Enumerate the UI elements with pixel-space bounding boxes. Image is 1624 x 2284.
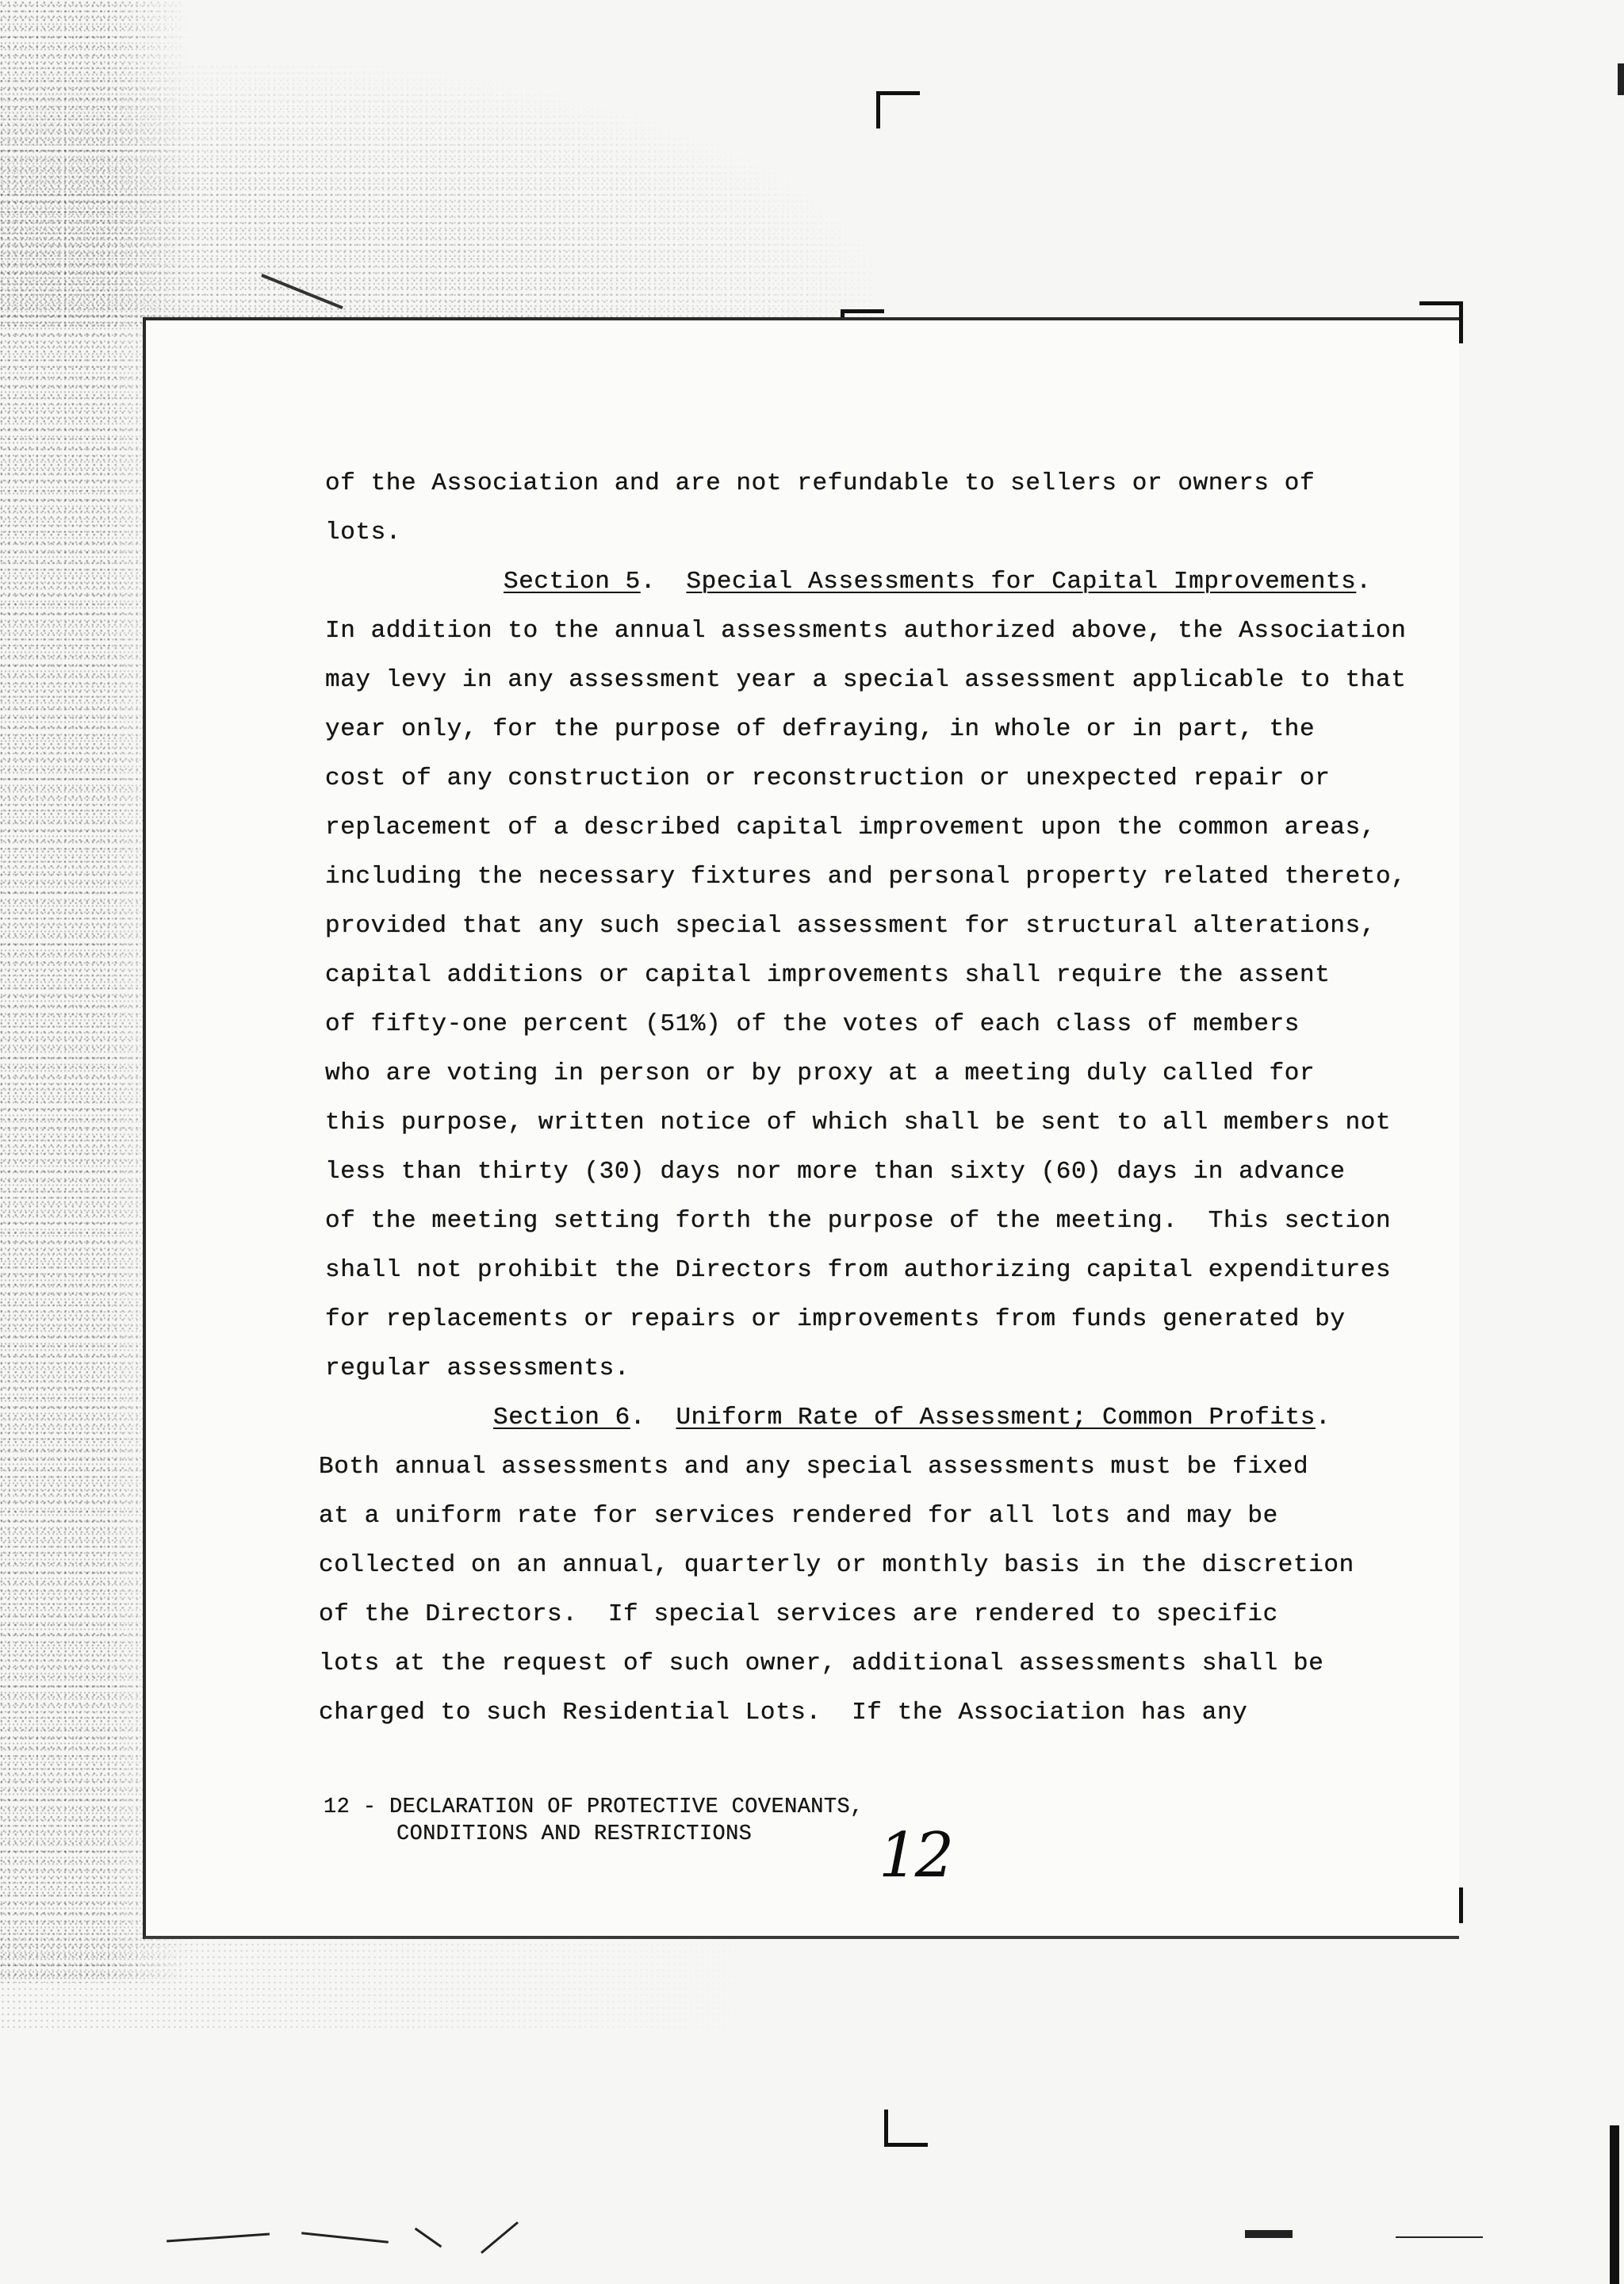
- scribble-mark: [481, 2221, 519, 2254]
- scribble-mark: [167, 2232, 270, 2242]
- section-title: Uniform Rate of Assessment; Common Profits: [676, 1404, 1316, 1431]
- scribble-mark: [301, 2232, 389, 2243]
- body-line: year only, for the purpose of defraying, in whole or in part, the: [325, 715, 1316, 743]
- scan-noise-bottom: [0, 1935, 793, 2030]
- body-line: lots at the request of such owner, additional assessments shall be: [319, 1650, 1324, 1677]
- body-line: collected on an annual, quarterly or monthly basis in the discretion: [319, 1551, 1354, 1579]
- body-line: In addition to the annual assessments authorized above, the Association: [325, 617, 1407, 645]
- body-line: provided that any such special assessment for structural alterations,: [325, 912, 1377, 940]
- body-line: who are voting in person or by proxy at a meeting duly called for: [325, 1060, 1316, 1087]
- section-label: Section 5: [504, 568, 641, 596]
- scribble-mark: [415, 2228, 442, 2248]
- ink-blot: [1245, 2230, 1293, 2238]
- edge-tick: [1618, 63, 1624, 95]
- body-line: including the necessary fixtures and personal property related thereto,: [325, 863, 1407, 891]
- body-line: for replacements or repairs or improvements from funds generated by: [325, 1305, 1346, 1333]
- section-5-heading: Section 5. Special Assessments for Capital Improvements.: [504, 568, 1372, 596]
- crop-mark-bottom: [884, 2110, 928, 2147]
- body-line: charged to such Residential Lots. If the Association has any: [319, 1699, 1248, 1726]
- footer-line-2: CONDITIONS AND RESTRICTIONS: [396, 1822, 753, 1846]
- body-line: of the meeting setting forth the purpose of the meeting. This section: [325, 1207, 1392, 1235]
- body-line: Both annual assessments and any special assessments must be fixed: [319, 1453, 1309, 1481]
- section-6-heading: Section 6. Uniform Rate of Assessment; Common Profits.: [493, 1404, 1331, 1431]
- body-line: lots.: [325, 519, 402, 546]
- body-line: of the Directors. If special services are rendered to specific: [319, 1600, 1278, 1628]
- footer-line-1: 12 - DECLARATION OF PROTECTIVE COVENANTS,: [324, 1795, 864, 1819]
- handwritten-page-number: 12: [879, 1820, 952, 1891]
- body-line: cost of any construction or reconstruction or unexpected repair or: [325, 765, 1331, 792]
- body-line: this purpose, written notice of which shall be sent to all members not: [325, 1109, 1392, 1136]
- body-line: replacement of a described capital improvement upon the common areas,: [325, 814, 1377, 841]
- body-line: at a uniform rate for services rendered for all lots and may be: [319, 1502, 1278, 1530]
- scribble-mark: [1396, 2236, 1483, 2238]
- body-line: capital additions or capital improvements shall require the assent: [325, 961, 1331, 989]
- body-line: of fifty-one percent (51%) of the votes of each class of members: [325, 1010, 1300, 1038]
- document-footer: [324, 1794, 864, 1848]
- body-line: less than thirty (30) days nor more than sixty (60) days in advance: [325, 1158, 1346, 1186]
- body-line: shall not prohibit the Directors from authorizing capital expenditures: [325, 1256, 1392, 1284]
- edge-bar: [1610, 2125, 1619, 2284]
- body-line: may levy in any assessment year a special assessment applicable to that: [325, 666, 1407, 694]
- crop-mark-top: [876, 91, 920, 128]
- section-label: Section 6: [493, 1404, 630, 1431]
- body-line: of the Association and are not refundable to sellers or owners of: [325, 469, 1316, 497]
- body-line: regular assessments.: [325, 1355, 630, 1382]
- section-title: Special Assessments for Capital Improvements: [686, 568, 1357, 596]
